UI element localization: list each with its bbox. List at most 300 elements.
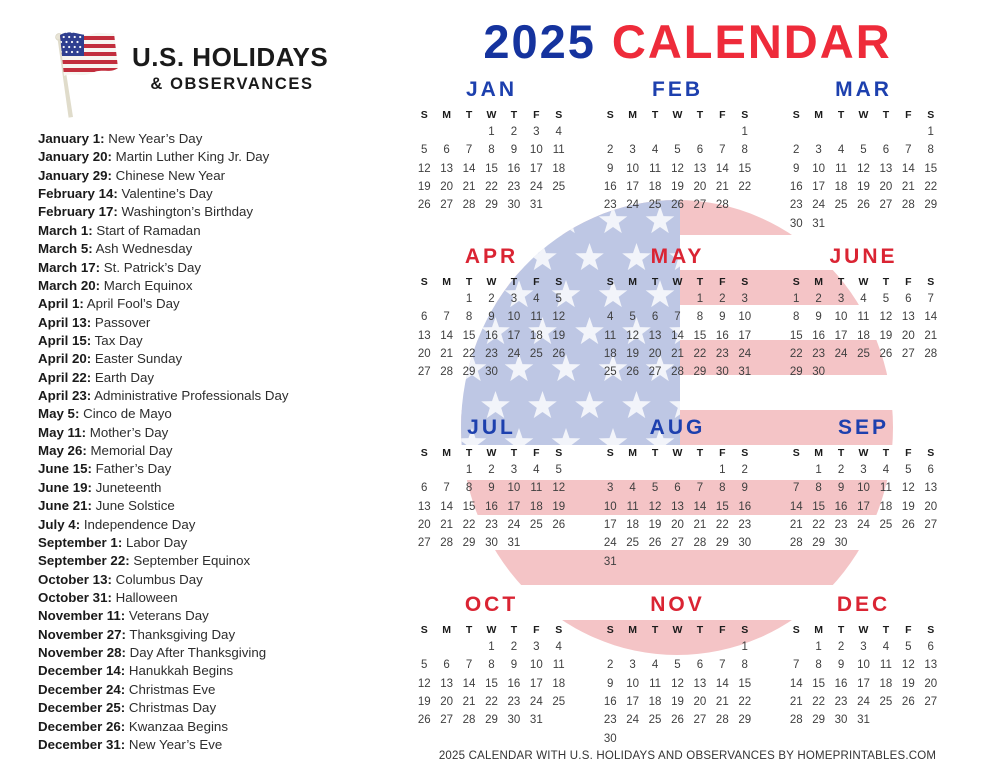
weekday-header: W: [858, 447, 869, 459]
day-cell: 30: [507, 714, 521, 727]
weekday-header: W: [486, 276, 497, 288]
page-title: [375, 14, 1000, 69]
day-cell: [548, 534, 570, 552]
day-cell: 6: [905, 293, 912, 305]
day-cell: 29: [812, 714, 826, 727]
weekday-header: M: [628, 447, 637, 459]
holiday-name: Chinese New Year: [111, 167, 226, 183]
holiday-date: January 1:: [38, 131, 105, 146]
day-cell: 26: [857, 199, 870, 212]
day-cell: 10: [529, 659, 543, 672]
weekday-header: S: [927, 624, 935, 636]
day-cell: 27: [924, 696, 938, 709]
day-cell: [852, 363, 874, 381]
holiday-date: June 19:: [38, 479, 92, 495]
weekday-header: W: [858, 276, 869, 288]
day-cell: [734, 730, 756, 748]
day-cell: [897, 215, 919, 233]
weekday-header: W: [486, 109, 497, 121]
weekday-header: F: [905, 447, 912, 459]
day-cell: 15: [924, 162, 938, 175]
month-title: NOV: [650, 593, 705, 616]
day-cell: 25: [834, 199, 848, 212]
weekday-header-row: [413, 274, 570, 290]
day-cell: [621, 123, 643, 141]
holiday-date: April 15:: [38, 332, 92, 348]
day-cell: 7: [443, 482, 450, 495]
day-cell: 15: [789, 329, 803, 342]
week-row: [413, 711, 570, 729]
weekday-header: S: [741, 109, 749, 121]
weekday-header: M: [628, 109, 637, 121]
day-cell: 22: [485, 696, 498, 709]
holiday-item: [38, 516, 289, 534]
day-cell: 13: [671, 500, 684, 513]
holiday-name: Independence Day: [80, 516, 196, 532]
day-cell: 22: [738, 696, 752, 709]
holiday-name: Christmas Day: [125, 700, 217, 716]
week-row: [785, 363, 942, 381]
weekday-header: T: [837, 624, 845, 636]
holiday-date: March 1:: [38, 222, 93, 238]
week-row: [599, 308, 756, 326]
weekday-header: F: [905, 624, 912, 636]
day-cell: 25: [648, 714, 662, 727]
day-cell: 5: [905, 464, 912, 476]
day-cell: 6: [696, 659, 704, 672]
day-cell: 25: [552, 696, 566, 709]
day-cell: 11: [552, 659, 565, 672]
weekday-header: W: [486, 624, 497, 636]
holiday-item: [38, 240, 289, 258]
day-cell: 21: [671, 348, 684, 361]
day-cell: 14: [462, 677, 476, 690]
day-cell: 6: [927, 641, 934, 653]
day-cell: [435, 290, 457, 308]
day-cell: 22: [738, 181, 752, 194]
holiday-date: January 20:: [38, 149, 112, 165]
day-cell: [785, 461, 807, 479]
day-cell: 12: [417, 677, 431, 690]
day-cell: 12: [552, 482, 566, 495]
day-cell: 20: [417, 519, 431, 532]
day-cell: [897, 711, 919, 729]
day-cell: 21: [462, 181, 476, 194]
day-cell: [875, 215, 897, 233]
day-cell: 4: [860, 293, 867, 305]
day-cell: 7: [674, 311, 681, 324]
day-cell: [807, 123, 829, 141]
day-cell: 3: [510, 293, 518, 305]
week-row: [413, 479, 570, 497]
week-row: [599, 711, 756, 729]
months-grid: [413, 79, 942, 748]
day-cell: 14: [462, 162, 476, 175]
day-cell: [666, 123, 688, 141]
week-row: [785, 479, 942, 497]
day-cell: 18: [879, 677, 893, 690]
day-cell: 9: [793, 162, 800, 175]
day-cell: 20: [879, 181, 893, 194]
day-cell: 19: [901, 677, 915, 690]
holiday-list: [38, 130, 289, 754]
weekday-header: T: [837, 109, 845, 121]
holiday-name: Ash Wednesday: [92, 241, 193, 257]
day-cell: [599, 638, 621, 656]
holiday-item: [38, 148, 289, 166]
day-cell: 9: [837, 659, 845, 672]
day-cell: 20: [924, 677, 938, 690]
day-cell: 1: [741, 641, 748, 653]
holiday-name: September Equinox: [129, 553, 251, 569]
day-cell: 1: [696, 293, 704, 305]
week-row: [413, 178, 570, 196]
day-cell: 17: [529, 677, 543, 690]
day-cell: 31: [857, 714, 870, 727]
holiday-item: [38, 387, 289, 405]
day-cell: 23: [485, 519, 498, 532]
day-cell: 15: [485, 677, 498, 690]
day-cell: 22: [462, 519, 476, 532]
day-cell: 9: [488, 311, 495, 324]
day-cell: [666, 638, 688, 656]
day-cell: 10: [812, 162, 826, 175]
day-cell: 28: [715, 199, 729, 212]
month-feb: [599, 79, 756, 246]
day-cell: 7: [793, 659, 800, 672]
day-cell: [785, 638, 807, 656]
week-row: [785, 308, 942, 326]
day-cell: 2: [719, 293, 726, 305]
day-cell: 28: [462, 714, 476, 727]
day-cell: 24: [812, 199, 826, 212]
day-cell: [599, 461, 621, 479]
day-cell: 15: [462, 329, 476, 342]
day-cell: 19: [671, 181, 684, 194]
day-cell: 21: [715, 696, 729, 709]
holiday-item: [38, 185, 289, 203]
day-cell: [435, 123, 457, 141]
day-cell: 27: [693, 199, 707, 212]
week-row: [785, 141, 942, 159]
day-cell: 28: [462, 199, 476, 212]
week-row: [599, 327, 756, 345]
brand-subtitle: & OBSERVANCES: [150, 75, 314, 93]
holiday-item: [38, 681, 289, 699]
day-cell: 3: [741, 293, 748, 305]
weekday-header: T: [651, 624, 659, 636]
holiday-item: [38, 479, 289, 497]
day-cell: 13: [693, 162, 707, 175]
day-cell: 6: [674, 482, 681, 495]
day-cell: 19: [552, 329, 566, 342]
holiday-item: [38, 259, 289, 277]
day-cell: 26: [901, 696, 915, 709]
week-row: [599, 123, 756, 141]
week-row: [785, 675, 942, 693]
day-cell: 4: [533, 293, 540, 305]
week-row: [413, 363, 570, 381]
weekday-header-row: [785, 274, 942, 290]
holiday-name: Father’s Day: [91, 461, 172, 477]
day-cell: 12: [901, 482, 915, 495]
day-cell: 23: [485, 348, 498, 361]
day-cell: 1: [488, 126, 495, 138]
week-row: [413, 308, 570, 326]
day-cell: 28: [693, 537, 707, 550]
day-cell: 27: [901, 348, 915, 361]
day-cell: 8: [793, 311, 800, 324]
holiday-name: Start of Ramadan: [92, 222, 201, 238]
weekday-header: F: [719, 447, 726, 459]
day-cell: [413, 123, 435, 141]
holiday-date: December 26:: [38, 718, 126, 734]
day-cell: 4: [882, 641, 890, 653]
holiday-date: April 23:: [38, 388, 92, 404]
holiday-date: March 20:: [38, 277, 101, 293]
month-dec: [785, 594, 942, 748]
weekday-header: T: [696, 276, 704, 288]
day-cell: 7: [696, 482, 704, 495]
holiday-date: March 5:: [38, 241, 93, 257]
day-cell: 5: [860, 144, 867, 157]
weekday-header: S: [606, 276, 614, 288]
day-cell: 16: [834, 677, 848, 690]
week-row: [599, 638, 756, 656]
weekday-header: T: [465, 109, 473, 121]
day-cell: 26: [552, 348, 566, 361]
week-row: [785, 160, 942, 178]
holiday-date: July 4:: [38, 516, 81, 532]
week-row: [413, 534, 570, 552]
weekday-header: S: [555, 624, 563, 636]
day-cell: 13: [648, 329, 662, 342]
day-cell: 19: [417, 696, 431, 709]
weekday-header: S: [741, 624, 749, 636]
day-cell: 7: [465, 144, 473, 157]
title-word: CALENDAR: [611, 15, 892, 68]
day-cell: [525, 363, 547, 381]
day-cell: 17: [529, 162, 543, 175]
day-cell: [897, 534, 919, 552]
day-cell: 13: [901, 311, 915, 324]
day-cell: 17: [626, 696, 640, 709]
day-cell: 25: [648, 199, 662, 212]
day-cell: 8: [815, 482, 822, 495]
day-cell: 29: [715, 537, 729, 550]
weekday-header-row: [413, 107, 570, 123]
day-cell: [785, 123, 807, 141]
weekday-header: W: [672, 276, 683, 288]
weekday-header: S: [555, 447, 563, 459]
week-row: [413, 656, 570, 674]
day-cell: 10: [857, 659, 870, 672]
day-cell: 27: [648, 366, 662, 379]
day-cell: 24: [529, 181, 543, 194]
holiday-name: Martin Luther King Jr. Day: [111, 149, 270, 165]
day-cell: 6: [927, 464, 934, 476]
day-cell: 7: [465, 659, 473, 672]
day-cell: 18: [552, 677, 566, 690]
week-row: [599, 178, 756, 196]
day-cell: 13: [693, 677, 707, 690]
day-cell: 9: [607, 677, 614, 690]
day-cell: 10: [857, 482, 870, 495]
holiday-date: November 11:: [38, 608, 126, 624]
weekday-header: S: [792, 276, 800, 288]
holiday-item: [38, 369, 289, 387]
holiday-date: October 13:: [38, 571, 112, 587]
holiday-item: [38, 571, 289, 589]
weekday-header: M: [442, 276, 451, 288]
week-row: [785, 656, 942, 674]
day-cell: 26: [648, 537, 662, 550]
day-cell: [644, 638, 666, 656]
day-cell: [830, 123, 852, 141]
weekday-header: T: [882, 276, 890, 288]
week-row: [599, 345, 756, 363]
day-cell: 24: [507, 348, 521, 361]
week-row: [785, 516, 942, 534]
day-cell: 27: [671, 537, 684, 550]
day-cell: 5: [421, 144, 428, 157]
day-cell: 8: [488, 659, 495, 672]
weekday-header: S: [420, 624, 428, 636]
day-cell: 20: [671, 519, 684, 532]
month-nov: [599, 594, 756, 748]
holiday-date: May 11:: [38, 424, 87, 440]
day-cell: 14: [671, 329, 684, 342]
day-cell: 4: [651, 144, 659, 157]
week-row: [785, 327, 942, 345]
holiday-name: Memorial Day: [86, 443, 173, 459]
day-cell: 15: [462, 500, 476, 513]
holiday-item: [38, 662, 289, 680]
week-row: [413, 638, 570, 656]
weekday-header: W: [672, 109, 683, 121]
holiday-date: April 22:: [38, 369, 92, 385]
day-cell: 30: [715, 366, 729, 379]
day-cell: 5: [674, 659, 681, 672]
day-cell: 27: [417, 366, 431, 379]
day-cell: [689, 553, 711, 571]
day-cell: 19: [857, 181, 870, 194]
day-cell: 28: [789, 714, 803, 727]
day-cell: 7: [927, 293, 934, 305]
day-cell: 24: [857, 696, 870, 709]
holiday-date: June 15:: [38, 461, 92, 477]
weekday-header: T: [696, 624, 704, 636]
day-cell: 21: [789, 519, 803, 532]
day-cell: 4: [555, 126, 562, 138]
day-cell: 28: [901, 199, 915, 212]
brand-block: [132, 42, 332, 94]
day-cell: 13: [417, 329, 431, 342]
holiday-name: Easter Sunday: [91, 351, 183, 367]
week-row: [785, 638, 942, 656]
week-row: [599, 498, 756, 516]
day-cell: 17: [834, 329, 848, 342]
weekday-header: T: [651, 447, 659, 459]
day-cell: 30: [738, 537, 752, 550]
weekday-header: T: [882, 447, 890, 459]
week-row: [599, 141, 756, 159]
day-cell: 24: [738, 348, 752, 361]
day-cell: 30: [603, 732, 617, 745]
week-row: [599, 196, 756, 214]
day-cell: 23: [834, 696, 848, 709]
day-cell: 18: [626, 519, 640, 532]
weekday-header: S: [555, 276, 563, 288]
day-cell: 29: [789, 366, 803, 379]
day-cell: 2: [607, 144, 614, 157]
day-cell: 14: [789, 500, 803, 513]
day-cell: 6: [882, 144, 890, 157]
weekday-header: S: [420, 109, 428, 121]
day-cell: 31: [812, 217, 826, 230]
day-cell: 7: [719, 659, 726, 672]
day-cell: [734, 196, 756, 214]
month-june: [785, 246, 942, 417]
day-cell: 1: [719, 464, 726, 476]
brand-title: U.S. HOLIDAYS: [132, 42, 329, 72]
weekday-header-row: [599, 622, 756, 638]
holiday-name: Halloween: [111, 589, 178, 605]
week-row: [599, 363, 756, 381]
holiday-name: April Fool’s Day: [83, 296, 180, 312]
day-cell: 4: [837, 144, 845, 157]
day-cell: 1: [927, 126, 934, 138]
day-cell: 6: [421, 482, 428, 495]
day-cell: 8: [741, 659, 748, 672]
day-cell: 25: [529, 348, 543, 361]
weekday-header: T: [465, 447, 473, 459]
day-cell: 11: [604, 329, 617, 342]
day-cell: 9: [607, 162, 614, 175]
day-cell: 10: [507, 482, 521, 495]
day-cell: 15: [738, 677, 752, 690]
day-cell: 2: [815, 293, 822, 305]
holiday-date: January 29:: [38, 167, 112, 183]
weekday-header: M: [628, 624, 637, 636]
day-cell: 25: [603, 366, 617, 379]
day-cell: [666, 730, 688, 748]
day-cell: 8: [696, 311, 704, 324]
day-cell: [599, 123, 621, 141]
day-cell: 15: [485, 162, 498, 175]
day-cell: 10: [626, 677, 640, 690]
holiday-item: [38, 736, 289, 754]
holiday-item: [38, 130, 289, 148]
day-cell: 13: [440, 162, 454, 175]
day-cell: 23: [603, 199, 617, 212]
holiday-name: March Equinox: [100, 277, 193, 293]
week-row: [599, 479, 756, 497]
day-cell: 10: [834, 311, 848, 324]
day-cell: 4: [607, 311, 614, 324]
holiday-item: [38, 607, 289, 625]
month-jan: [413, 79, 570, 246]
week-row: [413, 327, 570, 345]
day-cell: 19: [552, 500, 566, 513]
holiday-date: June 21:: [38, 498, 92, 514]
week-row: [599, 656, 756, 674]
day-cell: 11: [879, 659, 892, 672]
weekday-header: S: [606, 447, 614, 459]
holiday-name: Hanukkah Begins: [125, 663, 234, 679]
month-sep: [785, 417, 942, 594]
day-cell: [875, 534, 897, 552]
